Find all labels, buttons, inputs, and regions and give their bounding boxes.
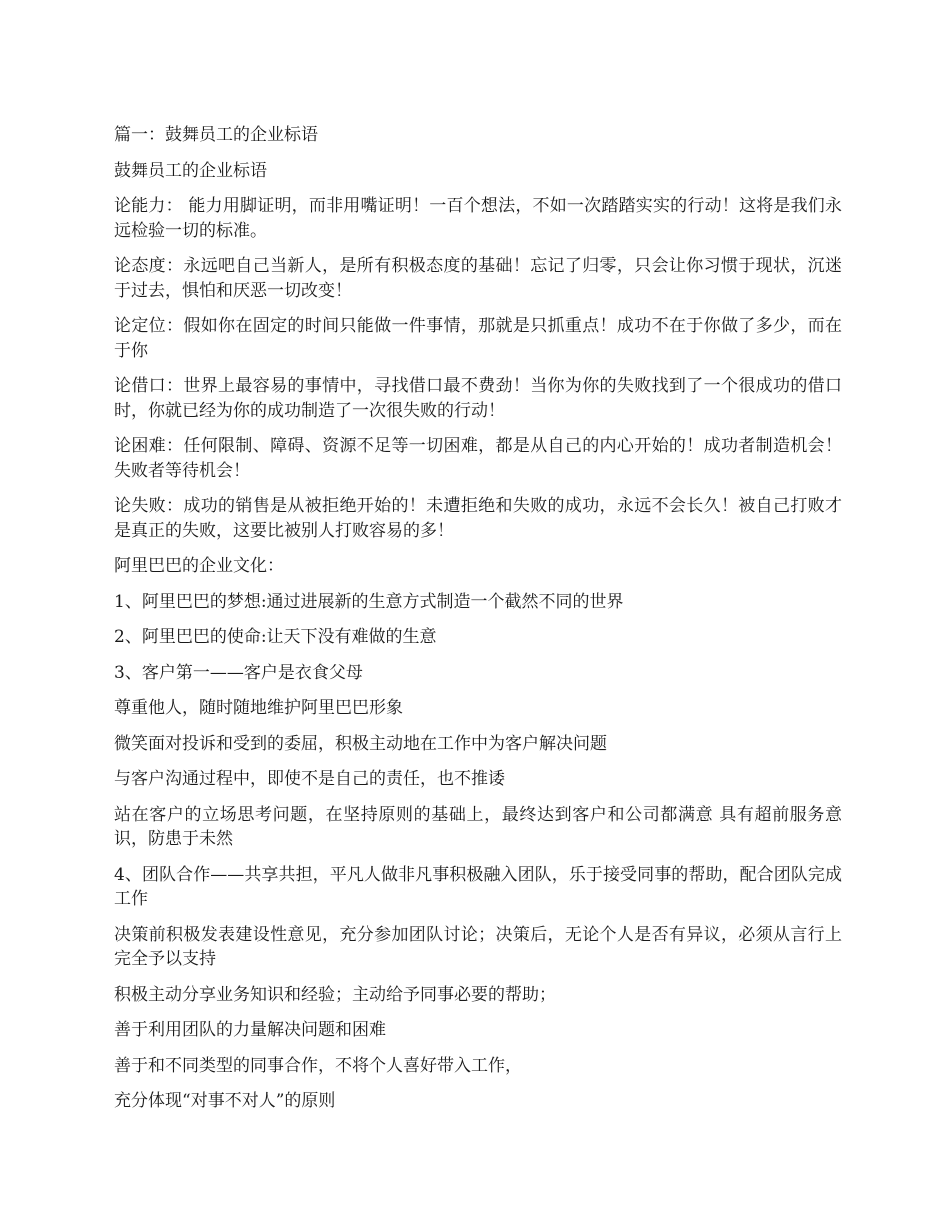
culture-heading: 阿里巴巴的企业文化： — [114, 556, 284, 576]
culture-item-dream: 1、阿里巴巴的梦想:通过进展新的生意方式制造一个截然不同的世界 — [114, 591, 624, 612]
paragraph-ability: 论能力： 能力用脚证明，而非用嘴证明！一百个想法，不如一次踏踏实实的行动！这将是我们永远检验一切的标准。 — [114, 196, 842, 241]
document-title: 篇一：鼓舞员工的企业标语 — [114, 125, 318, 145]
list-item: 积极主动分享业务知识和经验；主动给予同事必要的帮助； — [114, 984, 556, 1005]
list-item: 善于和不同类型的同事合作，不将个人喜好带入工作， — [114, 1055, 522, 1076]
culture-item-teamwork: 4、团队合作——共享共担，平凡人做非凡事积极融入团队，乐于接受同事的帮助，配合团队完成工作 — [114, 864, 842, 909]
paragraph-excuses: 论借口：世界上最容易的事情中，寻找借口最不费劲！当你为你的失败找到了一个很成功的借口时，你就已经为你的成功制造了一次很失败的行动！ — [114, 376, 842, 421]
list-item: 与客户沟通过程中，即使不是自己的责任，也不推诿 — [114, 769, 505, 789]
list-item: 决策前积极发表建设性意见，充分参加团队讨论；决策后，无论个人是否有异议，必须从言行上完全予以支持 — [114, 924, 842, 969]
paragraph-difficulties: 论困难：任何限制、障碍、资源不足等一切困难，都是从自己的内心开始的！成功者制造机会！失败者等待机会！ — [114, 436, 842, 481]
list-item: 微笑面对投诉和受到的委屈，积极主动地在工作中为客户解决问题 — [114, 733, 607, 754]
paragraph-failure: 论失败：成功的销售是从被拒绝开始的！未遭拒绝和失败的成功，永远不会长久！被自己打败才是真正的失败，这要比被别人打败容易的多！ — [114, 496, 842, 541]
list-item: 尊重他人，随时随地维护阿里巴巴形象 — [114, 698, 403, 718]
list-item: 善于利用团队的力量解决问题和困难 — [114, 1020, 386, 1040]
paragraph-positioning: 论定位：假如你在固定的时间只能做一件事情，那就是只抓重点！成功不在于你做了多少，而在于你 — [114, 316, 842, 361]
section-heading: 鼓舞员工的企业标语 — [114, 160, 267, 181]
list-item: 站在客户的立场思考问题，在坚持原则的基础上，最终达到客户和公司都满意 具有超前服务意识，防患于未然 — [114, 804, 842, 849]
document-page — [114, 123, 842, 1125]
paragraph-attitude: 论态度：永远吧自己当新人，是所有积极态度的基础！忘记了归零，只会让你习惯于现状，沉迷于过去，惧怕和厌恶一切改变！ — [114, 256, 842, 301]
culture-item-customer-first: 3、客户第一——客户是衣食父母 — [114, 662, 363, 683]
list-item: 充分体现“对事不对人”的原则 — [114, 1091, 336, 1111]
culture-item-mission: 2、阿里巴巴的使命:让天下没有难做的生意 — [114, 627, 437, 647]
